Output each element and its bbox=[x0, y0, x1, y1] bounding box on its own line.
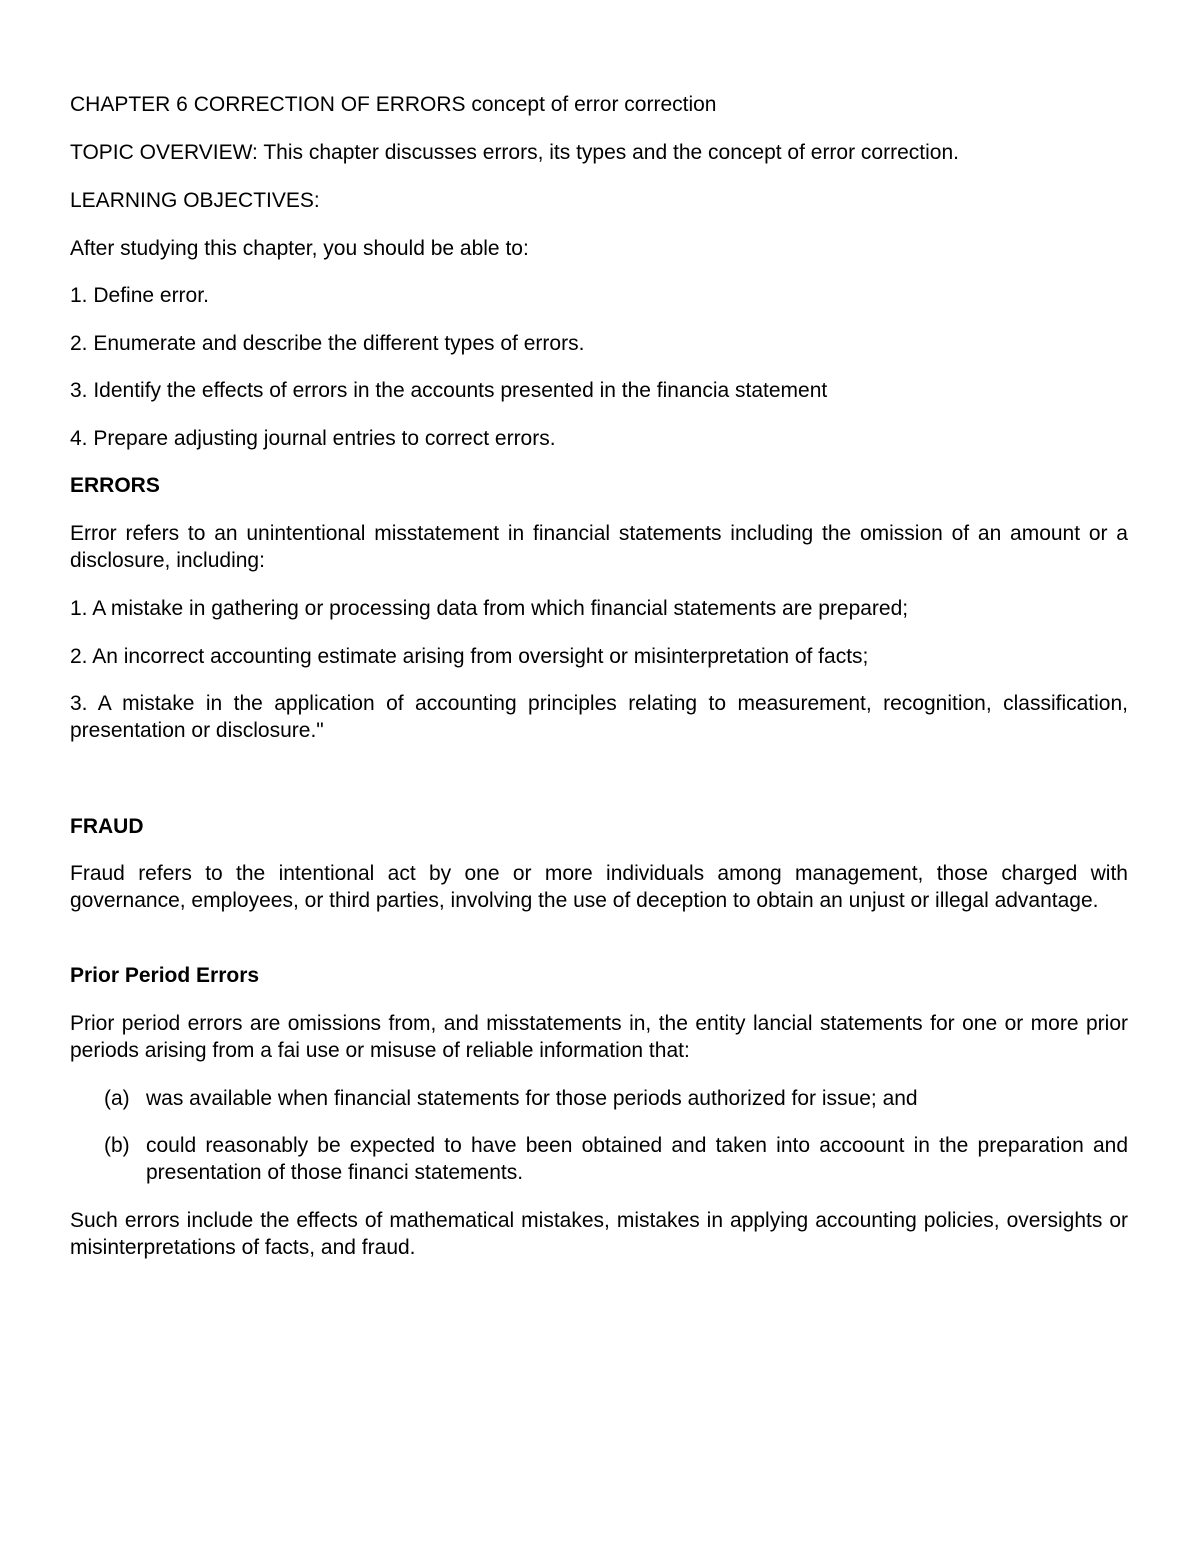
error-item: 2. An incorrect accounting estimate arising from oversight or misinterpretation of facts; bbox=[70, 645, 869, 668]
objective-item: 1. Define error. bbox=[70, 284, 209, 307]
fraud-definition: Fraud refers to the intentional act by one or more individuals among management, those charged with governance, employees, or third parties, involving the use of deception to obtain an unjust or illegal advantage. bbox=[70, 862, 1128, 912]
prior-period-item bbox=[104, 1132, 1128, 1186]
error-item: 1. A mistake in gathering or processing data from which financial statements are prepared; bbox=[70, 597, 909, 620]
item-text: was available when financial statements for those periods authorized for issue; and bbox=[146, 1087, 918, 1110]
topic-overview: TOPIC OVERVIEW: This chapter discusses errors, its types and the concept of error correction. bbox=[70, 141, 959, 164]
errors-definition: Error refers to an unintentional misstatement in financial statements including the omission of an amount or a disclosure, including: bbox=[70, 522, 1128, 572]
prior-period-item bbox=[104, 1085, 1128, 1112]
error-item: 3. A mistake in the application of accounting principles relating to measurement, recognition, classification, presentation or disclosure." bbox=[70, 692, 1128, 742]
learning-objectives-label: LEARNING OBJECTIVES: bbox=[70, 189, 320, 212]
fraud-heading: FRAUD bbox=[70, 815, 144, 838]
chapter-title: CHAPTER 6 CORRECTION OF ERRORS concept of error correction bbox=[70, 93, 717, 116]
objectives-intro: After studying this chapter, you should be able to: bbox=[70, 237, 529, 260]
prior-period-definition: Prior period errors are omissions from, and misstatements in, the entity lancial statements for one or more prior periods arising from a fai use or misuse of reliable information that: bbox=[70, 1012, 1128, 1062]
objective-item: 4. Prepare adjusting journal entries to correct errors. bbox=[70, 427, 556, 450]
item-marker: (a) bbox=[104, 1087, 130, 1110]
objective-item: 2. Enumerate and describe the different types of errors. bbox=[70, 332, 585, 355]
item-marker: (b) bbox=[104, 1134, 130, 1157]
objective-item: 3. Identify the effects of errors in the accounts presented in the financia statement bbox=[70, 379, 828, 402]
item-text: could reasonably be expected to have been obtained and taken into accoount in the preparation and presentation of those financi statements. bbox=[146, 1134, 1128, 1184]
prior-period-closing: Such errors include the effects of mathematical mistakes, mistakes in applying accounting policies, oversights or misinterpretations of facts, and fraud. bbox=[70, 1209, 1128, 1259]
errors-heading: ERRORS bbox=[70, 474, 160, 497]
prior-period-heading: Prior Period Errors bbox=[70, 964, 260, 987]
